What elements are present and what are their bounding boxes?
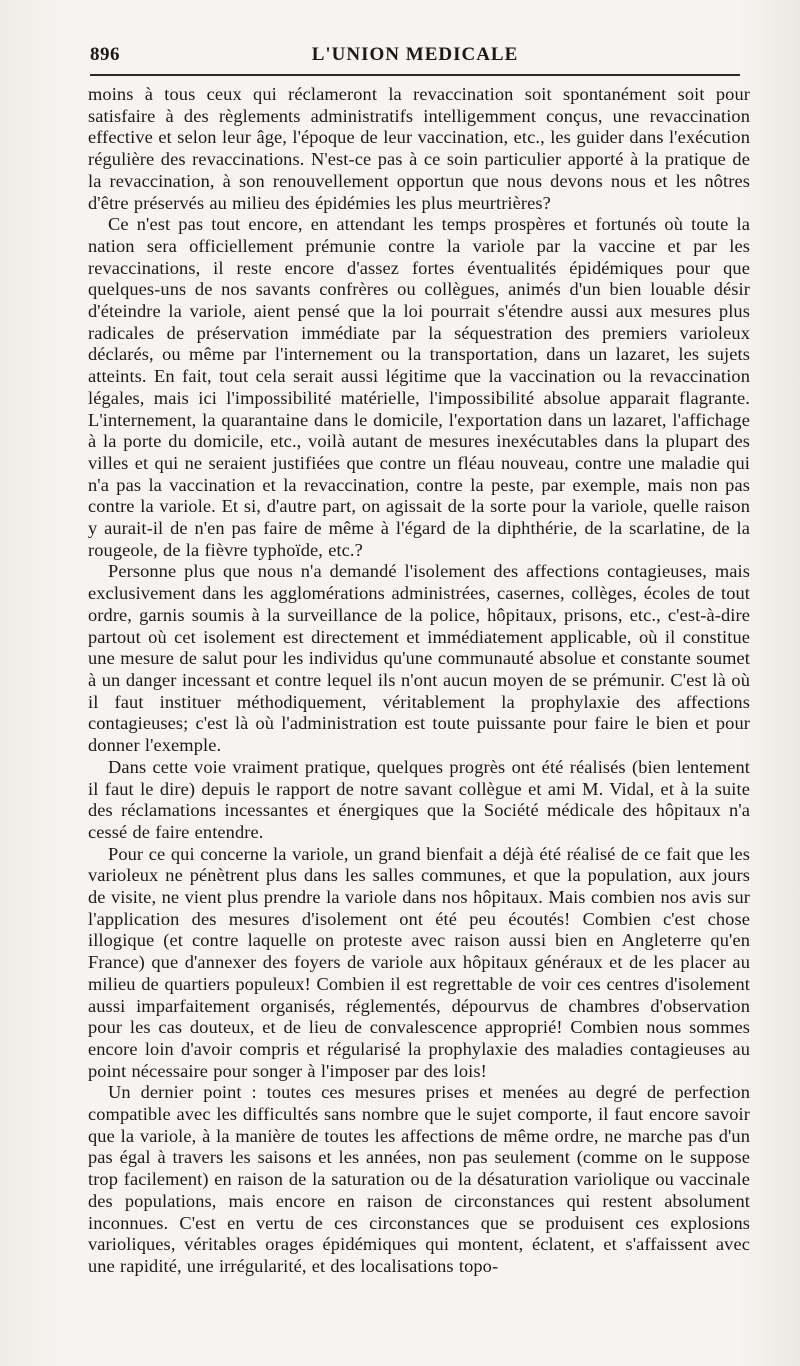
paragraph: Un dernier point : toutes ces mesures prises et menées au degré de perfection compatible avec les difficultés sans nombre que le sujet comporte, il faut encore savoir que la variole, à la manière de toutes les affections de même ordre, ne marche pas d'un pas égal à travers les saisons et les années, non pas seulement (comme on le suppose trop facilement) en raison de la saturation ou de la désaturation variolique ou vaccinale des populations, mais encore en raison de circonstances qui restent absolument inconnues. C'est en vertu de ces circonstances que se produisent ces explosions varioliques, véritables orages épidémiques qui montent, éclatent, et s'affaissent avec une rapidité, une irrégularité, et des localisations topo- [88, 1082, 750, 1276]
paragraph: Personne plus que nous n'a demandé l'isolement des affections contagieuses, mais exclusivement dans les agglomérations administrées, casernes, collèges, écoles de tout ordre, garnis soumis à la surveillance de la police, hôpitaux, prisons, etc., c'est-à-dire partout où cet isolement est directement et immédiatement applicable, où il constitue une mesure de salut pour les individus qu'une communauté absolue et constante soumet à un danger incessant et contre lequel ils n'ont aucun moyen de se prémunir. C'est là où il faut instituer méthodiquement, véritablement la prophylaxie des affections contagieuses; c'est là où l'administration est toute puissante pour faire le bien et pour donner l'exemple. [88, 561, 750, 756]
header-rule [90, 74, 740, 76]
page-header [90, 40, 740, 72]
paragraph: Ce n'est pas tout encore, en attendant les temps prospères et fortunés où toute la nation sera officiellement prémunie contre la variole par la vaccine et par les revaccinations, il reste encore d'assez fortes éventualités épidémiques pour que quelques-uns de nos savants confrères ou collègues, animés d'un bien louable désir d'éteindre la variole, aient pensé que la loi pourrait s'étendre aussi aux mesures plus radicales de préservation immédiate par la séquestration des premiers varioleux déclarés, ou même par l'internement ou la transportation, dans un lazaret, les sujets atteints. En fait, tout cela serait aussi légitime que la vaccination ou la revaccination légales, mais ici l'impossibilité matérielle, l'impossibilité absolue apparait flagrante. L'internement, la quarantaine dans le domicile, l'exportation dans un lazaret, l'affichage à la porte du domicile, etc., voilà autant de mesures inexécutables dans la plupart des villes et qui ne seraient justifiées que contre un fléau nouveau, contre une maladie qui n'a pas la vaccination et la revaccination, contre la peste, par exemple, mais non pas contre la variole. Et si, d'autre part, on agissait de la sorte pour la variole, quelle raison y aurait-il de n'en pas faire de même à l'égard de la diphthérie, de la scarlatine, de la rougeole, de la fièvre typhoïde, etc.? [88, 214, 750, 560]
page-number: 896 [90, 44, 120, 65]
paragraph: Dans cette voie vraiment pratique, quelques progrès ont été réalisés (bien lentement il faut le dire) depuis le rapport de notre savant collègue et ami M. Vidal, et à la suite des réclamations incessantes et énergiques que la Société médicale des hôpitaux n'a cessé de faire entendre. [88, 756, 750, 842]
paragraph: Pour ce qui concerne la variole, un grand bienfait a déjà été réalisé de ce fait que les varioleux ne pénètrent plus dans les salles communes, et que la population, aux jours de visite, ne vient plus prendre la variole dans nos hôpitaux. Mais combien nos avis sur l'application des mesures d'isolement ont été peu écoutés! Combien c'est chose illogique (et contre laquelle on proteste avec raison aussi bien en Angleterre qu'en France) que d'annexer des foyers de variole aux hôpitaux généraux et de les placer au milieu de quartiers populeux! Combien il est regrettable de voir ces centres d'isolement aussi imparfaitement organisés, réglementés, dépourvus de chambres d'observation pour les cas douteux, et de lieu de convalescence approprié! Combien nous sommes encore loin d'avoir compris et régularisé la prophylaxie des maladies contagieuses au point nécessaire pour songer à l'imposer par des lois! [88, 843, 750, 1081]
paragraph: moins à tous ceux qui réclameront la revaccination soit spontanément soit pour satisfaire à des règlements administratifs intelligemment conçus, une revaccination effective et selon leur âge, l'époque de leur vaccination, etc., les guider dans l'exécution régulière des revaccinations. N'est-ce pas à ce soin particulier apporté à la pratique de la revaccination, à son renouvellement opportun que nous devons nous et les nôtres d'être préservés au milieu des épidémies les plus meurtrières? [88, 84, 750, 213]
running-title: L'UNION MEDICALE [311, 44, 519, 65]
article-body [88, 84, 750, 1278]
